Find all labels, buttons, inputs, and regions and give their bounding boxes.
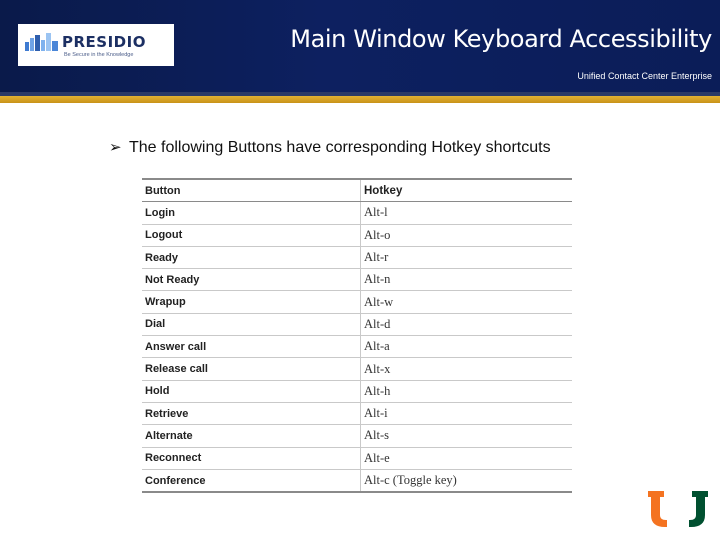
button-cell: Answer call (142, 336, 361, 358)
hotkey-cell: Alt-d (361, 313, 573, 335)
button-cell: Release call (142, 358, 361, 380)
hotkey-cell: Alt-o (361, 224, 573, 246)
hotkey-cell: Alt-h (361, 380, 573, 402)
table-row (142, 291, 572, 313)
presidio-logo (18, 24, 174, 66)
logo-tagline: Be Secure in the Knowledge (64, 52, 134, 58)
hotkey-cell: Alt-c (Toggle key) (361, 469, 573, 492)
gold-accent-bar (0, 96, 720, 103)
table-header-row (142, 179, 572, 202)
table-row (142, 469, 572, 492)
button-cell: Conference (142, 469, 361, 492)
button-cell: Dial (142, 313, 361, 335)
hotkey-cell: Alt-i (361, 402, 573, 424)
bullet-text: The following Buttons have corresponding Hotkey shortcuts (129, 139, 551, 156)
table-row (142, 425, 572, 447)
arrowhead-bullet-icon: ➢ (109, 139, 122, 156)
presidio-skyline-icon (25, 33, 59, 51)
column-header-hotkey: Hotkey (361, 179, 573, 202)
bullet-point (109, 138, 551, 157)
button-cell: Logout (142, 224, 361, 246)
slide-title: Main Window Keyboard Accessibility (290, 25, 712, 53)
logo-wordmark: PRESIDIO (62, 33, 146, 51)
table-row (142, 246, 572, 268)
table-row (142, 402, 572, 424)
table-row (142, 202, 572, 224)
hotkey-cell: Alt-x (361, 358, 573, 380)
table-row (142, 224, 572, 246)
button-cell: Retrieve (142, 402, 361, 424)
button-cell: Reconnect (142, 447, 361, 469)
table-row (142, 447, 572, 469)
slide-header (0, 0, 720, 92)
hotkey-cell: Alt-w (361, 291, 573, 313)
hotkey-cell: Alt-n (361, 269, 573, 291)
table-row (142, 358, 572, 380)
hotkey-cell: Alt-r (361, 246, 573, 268)
hotkey-table (142, 178, 572, 493)
table-row (142, 313, 572, 335)
table-row (142, 336, 572, 358)
table-row (142, 269, 572, 291)
hotkey-cell: Alt-s (361, 425, 573, 447)
hotkey-cell: Alt-a (361, 336, 573, 358)
button-cell: Login (142, 202, 361, 224)
column-header-button: Button (142, 179, 361, 202)
university-of-miami-u-logo-icon (648, 491, 708, 527)
table-row (142, 380, 572, 402)
button-cell: Alternate (142, 425, 361, 447)
hotkey-cell: Alt-l (361, 202, 573, 224)
slide-subtitle: Unified Contact Center Enterprise (577, 71, 712, 81)
button-cell: Hold (142, 380, 361, 402)
button-cell: Not Ready (142, 269, 361, 291)
button-cell: Ready (142, 246, 361, 268)
button-cell: Wrapup (142, 291, 361, 313)
hotkey-cell: Alt-e (361, 447, 573, 469)
